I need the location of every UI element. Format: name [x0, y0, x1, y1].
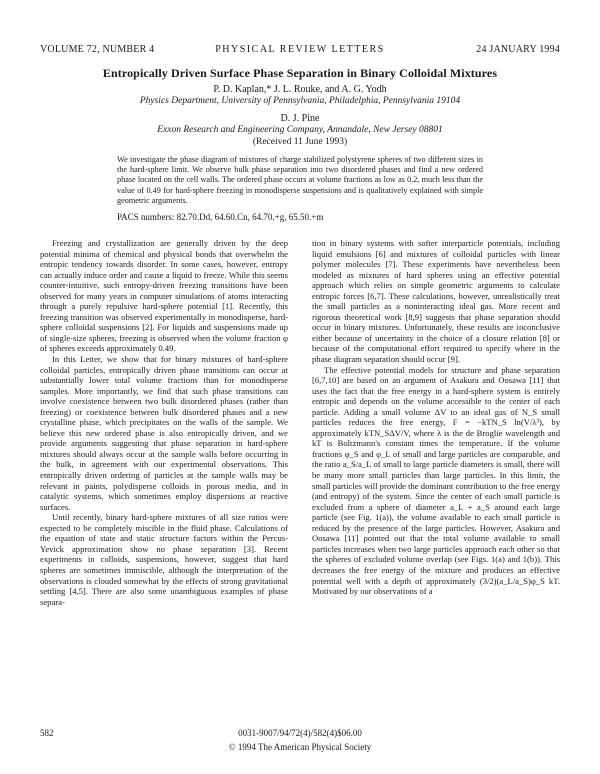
- running-head: [40, 44, 560, 58]
- body-column-left: [40, 238, 288, 607]
- received-date: (Received 11 June 1993): [252, 137, 348, 147]
- body-column-right: [312, 238, 560, 597]
- body-paragraph: Freezing and crystallization are generally driven by the deep potential minima of chemical and physical bonds that overwhelm the entropic tendency towards disorder. In some cases, however, entropy can actually induce order and cause a liquid to freeze. While this seems counter-intuitive, such entropy-driven freezing transitions have been observed for many years in computer simulations of atoms interacting through a purely repulsive hard-sphere potential [1]. Recently, this freezing transition was observed experimentally in monodisperse, hard-sphere colloidal suspensions [2]. For liquids and suspensions made up of single-size spheres, freezing is observed when the volume fraction φ of spheres exceeds approximately 0.49.: [40, 238, 288, 354]
- body-paragraph: In this Letter, we show that for binary mixtures of hard-sphere colloidal particles, entropically driven phase transitions can occur at substantially lower total volume fractions than for monodisperse samples. More importantly, we find that such phase transitions can involve coexistence between two bulk disordered phases (rather than freezing) or coexistence between bulk disordered phases and a new crystalline phase, which precipitates on the walls of the sample. We believe this new ordered phase is also entropically driven, and we provide arguments suggesting that phase separation in hard-sphere mixtures should always occur at the sample walls before occurring in the bulk, in agreement with our experimental observations. This entropically driven ordering of particles at the sample walls may be relevant in paints, polydisperse colloids in porous media, and in catalytic systems, which sometimes employ dispersions at reactive surfaces.: [40, 354, 288, 512]
- author-list-second: D. J. Pine: [280, 113, 320, 124]
- body-paragraph: tion in binary systems with softer interparticle potentials, including liquid emulsions [6] and mixtures of colloidal particles with linear polymer molecules [7]. These experiments have nevertheless been modeled as mixtures of hard spheres using an effective potential approach which relies on simple geometric arguments to calculate entropic forces [6,7]. These calculations, however, unrealistically treat the small particles as a noninteracting ideal gas. More recent and rigorous theoretical work [8,9] suggests that phase separation should occur in binary mixtures. Unfortunately, these results are inconclusive either because of uncertainty in the choice of a closure relation [8] or because of the computational effort required to specify where in the phase diagram separation should occur [9].: [312, 238, 560, 365]
- volume-number: VOLUME 72, NUMBER 4: [40, 44, 155, 55]
- affiliation-penn: Physics Department, University of Pennsylvania, Philadelphia, Pennsylvania 19104: [139, 96, 461, 106]
- article-title: Entropically Driven Surface Phase Separation in Binary Colloidal Mixtures: [102, 66, 498, 80]
- pacs-numbers: PACS numbers: 82.70.Dd, 64.60.Cn, 64.70.+g, 65.50.+m: [117, 212, 324, 222]
- publication-code: 0031-9007/94/72(4)/582(4)$06.00: [238, 728, 362, 738]
- body-paragraph: Until recently, binary hard-sphere mixtures of all size ratios were expected to be completely miscible in the fluid phase. Calculations of the equation of state and static structure factors within the Percus-Yevick approximation show no phase separation [3]. Recent experiments in colloids, suspensions, however, suggest that hard spheres are sometimes immiscible, although the interpretation of the observations is clouded somewhat by the effects of strong gravitational settling [4,5]. There are also some unambiguous examples of phase separa-: [40, 512, 288, 607]
- author-list: P. D. Kaplan,* J. L. Rouke, and A. G. Yodh: [213, 84, 387, 95]
- abstract: We investigate the phase diagram of mixtures of charge stabilized polystyrene spheres of two different sizes in the hard-sphere limit. We observe bulk phase separation into two disordered phases and find a new ordered phase located on the cell walls. The ordered phase occurs at volume fractions as low as 0.2, much less than the value of 0.49 for hard-sphere freezing in monodisperse suspensions and is qualitatively explained with simple geometric arguments.: [117, 155, 483, 205]
- issue-date: 24 JANUARY 1994: [476, 44, 560, 55]
- page-number: 582: [40, 728, 54, 738]
- affiliation-exxon: Exxon Research and Engineering Company, Annandale, New Jersey 08801: [157, 125, 443, 135]
- journal-name: PHYSICAL REVIEW LETTERS: [215, 44, 385, 55]
- copyright-notice: © 1994 The American Physical Society: [228, 742, 372, 752]
- body-paragraph: The effective potential models for structure and phase separation [6,7,10] are based on an argument of Asakura and Oosawa [11] that uses the fact that the free energy in a hard-sphere system is entirely entropic and depends on the volume accessible to the center of each particle. Adding a small volume ΔV to an ideal gas of N_S small particles reduces the free energy, F = −kTN_S ln(V/λ³), by approximately kTN_SΔV/V, where λ is the de Broglie wavelength and kT is Boltzmann's constant times the temperature. If the volume fractions φ_S and φ_L of small and large particles are comparable, and the ratio a_S/a_L of small to large particle diameters is small, there will be many more small particles than large particles. In this limit, the small particles will provide the dominant contribution to the free energy (and entropy) of the system. Since the center of each small particle is excluded from a sphere of diameter a_L + a_S around each large particle (see Fig. 1(a)), the volume available to each small particle is reduced by the presence of the large particles. However, Asakura and Oosawa [11] pointed out that the total volume available to small particles increases when two large particles approach each other so that the spheres of excluded volume overlap (see Figs. 1(a) and 1(b)). This decreases the free energy of the mixture and produces an effective potential well with a depth of approximately (3/2)(a_L/a_S)φ_S kT. Motivated by our observations of a: [312, 364, 560, 597]
